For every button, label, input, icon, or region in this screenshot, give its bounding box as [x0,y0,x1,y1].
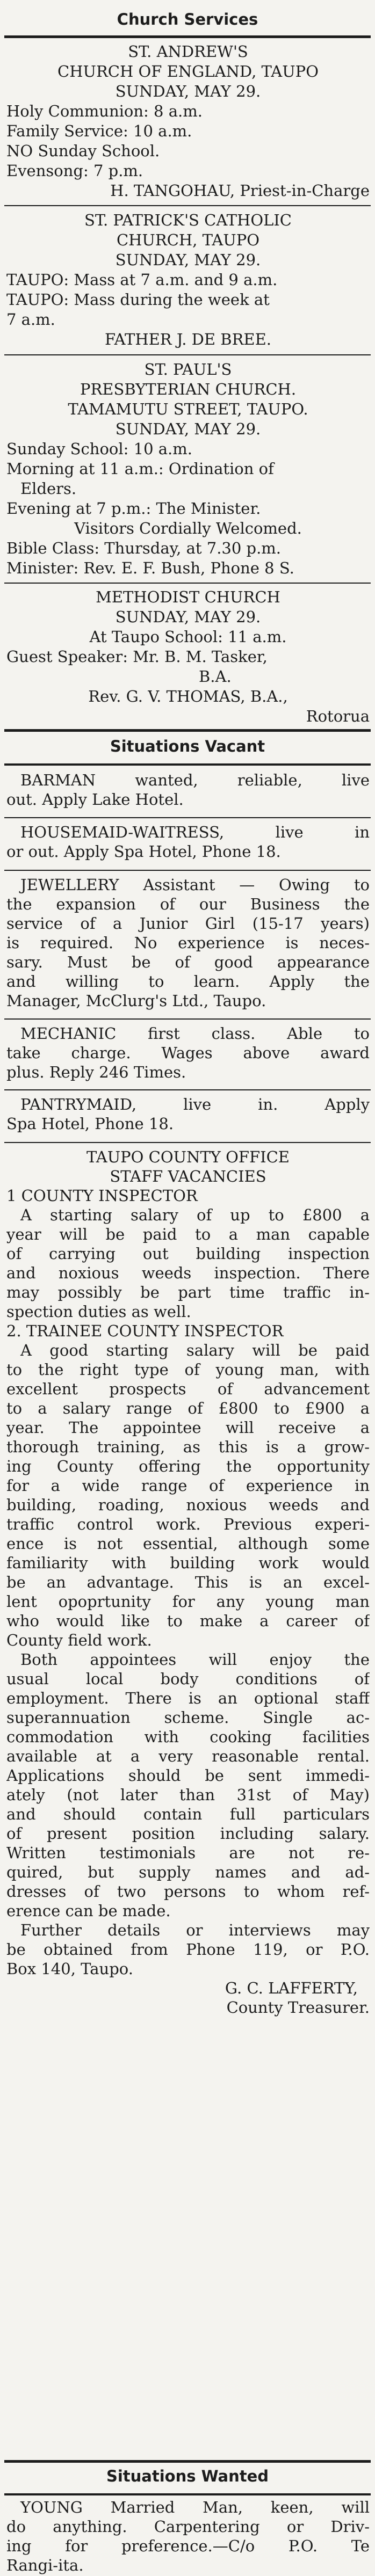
minister-name: Minister: Rev. E. F. Bush, Phone 8 S. [6,559,294,577]
ad-line: YOUNG Married Man, keen, will [20,2498,370,2516]
st-pauls-notice [6,360,370,578]
divider [4,1018,371,1020]
ad-line: ing for preference.—C/o P.O. Te [6,2537,370,2555]
divider [4,354,371,355]
ad-line: ence is not essential, although some [6,1534,370,1553]
ad-mechanic [6,1024,370,1082]
service-line: At Taupo School: 11 a.m. [89,628,287,646]
methodist-notice [6,587,370,726]
divider [4,870,371,871]
county-heading: STAFF VACANCIES [110,1167,266,1185]
minister-town: Rotorua [306,707,370,725]
signatory-name: G. C. LAFFERTY, [225,1979,358,1997]
ad-line: be obtained from Phone 119, or P.O. [6,1940,370,1959]
service-line: 7 a.m. [6,310,55,329]
service-line: B.A. [199,667,232,686]
service-line: Evening at 7 p.m.: The Minister. [6,499,261,518]
ad-line: take charge. Wages above award [6,1044,370,1062]
church-name: CHURCH, TAUPO [116,231,260,249]
ad-line: traffic control work. Previous experi- [6,1515,370,1533]
service-date: SUNDAY, MAY 29. [115,82,261,100]
ad-line: commodation with cooking facilities [6,1728,370,1746]
service-line: Guest Speaker: Mr. B. M. Tasker, [6,647,268,666]
divider [4,583,371,584]
section-rule [4,763,371,766]
divider [4,205,371,206]
minister-name: FATHER J. DE BREE. [105,330,271,348]
section-rule [4,2460,371,2463]
service-line: Evensong: 7 p.m. [6,162,143,180]
ad-line: usual local body conditions of [6,1670,370,1688]
ad-line: out. Apply Lake Hotel. [6,790,184,809]
church-name: ST. PATRICK'S CATHOLIC [84,211,292,229]
ad-line: ing County offering the opportunity [6,1457,370,1475]
ad-line: familiarity with building work would [6,1554,370,1572]
ad-line: who would like to make a career of [6,1612,370,1630]
ad-line: of present position including salary. [6,1824,370,1843]
county-heading: TAUPO COUNTY OFFICE [86,1148,290,1166]
church-name: ST. ANDREW'S [128,42,248,61]
service-line: Morning at 11 a.m.: Ordination of [6,460,274,478]
service-line: Sunday School: 10 a.m. [6,440,192,458]
vacancy-title: 2. TRAINEE COUNTY INSPECTOR [6,1322,284,1340]
ad-line: the expansion of our Business the [6,895,370,913]
service-line: Family Service: 10 a.m. [6,122,192,140]
ad-line: Spa Hotel, Phone 18. [6,1115,174,1133]
ad-line: available at a very reasonable rental. [6,1747,370,1765]
ad-line: for a wide range of experience in [6,1476,370,1495]
church-name: PRESBYTERIAN CHURCH. [80,380,297,398]
ad-line: BARMAN wanted, reliable, live [20,771,370,789]
st-patricks-notice [6,210,370,350]
ad-line: quired, but supply names and ad- [6,1863,370,1881]
ad-line: ately (not later than 31st of May) [6,1786,370,1804]
ad-line: service of a Junior Girl (15-17 years) [6,914,370,933]
ad-barman [6,770,370,809]
ad-line: may possibly be part time traffic in- [6,1283,370,1301]
ad-line: Both appointees will enjoy the [20,1650,370,1669]
ad-line: PANTRYMAID, live in. Apply [20,1095,370,1114]
ad-line: to a salary range of £800 to £900 a [6,1399,370,1417]
service-line: Visitors Cordially Welcomed. [74,519,302,537]
minister-name: Rev. G. V. THOMAS, B.A., [88,687,288,705]
ad-line: County field work. [6,1631,152,1649]
ad-line: MECHANIC first class. Able to [20,1024,370,1043]
section-rule [4,729,371,732]
service-line: Elders. [20,479,77,498]
ad-line: do anything. Carpentering or Driv- [6,2517,370,2536]
vacancy-title: 1 COUNTY INSPECTOR [6,1187,198,1205]
ad-jewellery-assistant [6,875,370,1010]
church-services-header: Church Services [117,10,258,28]
st-andrews-notice [6,42,370,201]
service-line: Bible Class: Thursday, at 7.30 p.m. [6,539,282,557]
ad-line: erence can be made. [6,1902,171,1920]
minister-name: H. TANGOHAU, Priest-in-Charge [110,181,370,200]
service-line: TAUPO: Mass at 7 a.m. and 9 a.m. [6,271,278,289]
situations-wanted-header: Situations Wanted [106,2467,269,2485]
ad-line: of carrying out building inspection [6,1245,370,1263]
service-line: NO Sunday School. [6,142,160,160]
divider [4,1142,371,1143]
section-rule [4,35,371,38]
service-date: SUNDAY, MAY 29. [115,608,261,626]
situations-vacant-header: Situations Vacant [110,737,265,755]
ad-line: Applications should be sent immedi- [6,1766,370,1785]
ad-line: year will be paid to a man capable [6,1225,370,1243]
ad-line: superannuation scheme. Single ac- [6,1708,370,1727]
ad-line: Written testimonials are not re- [6,1844,370,1862]
church-address: TAMAMUTU STREET, TAUPO. [68,400,308,418]
ad-line: lent opoprtunity for any young man [6,1592,370,1611]
ad-line: spection duties as well. [6,1302,191,1321]
ad-young-married-man [6,2498,370,2575]
ad-housemaid-waitress [6,823,370,861]
ad-line: HOUSEMAID-WAITRESS, live in [20,823,370,841]
ad-line: excellent prospects of advancement [6,1380,370,1398]
signatory-title: County Treasurer. [226,1998,370,2017]
ad-line: Further details or interviews may [20,1921,370,1939]
ad-line: to the right type of young man, with [6,1360,370,1379]
ad-line: Rangi-ita. [6,2556,84,2574]
ad-line: employment. There is an optional staff [6,1689,370,1707]
service-line: Holy Communion: 8 a.m. [6,102,203,120]
service-line: TAUPO: Mass during the week at [6,290,270,309]
ad-line: and noxious weeds inspection. There [6,1264,370,1282]
ad-line: sary. Must be of good appearance [6,953,370,971]
church-name: CHURCH OF ENGLAND, TAUPO [57,62,319,81]
ad-line: plus. Reply 246 Times. [6,1063,186,1081]
ad-line: dresses of two persons to whom ref- [6,1882,370,1901]
service-date: SUNDAY, MAY 29. [115,420,261,438]
church-name: METHODIST CHURCH [96,588,280,606]
ad-line: and willing to learn. Apply the [6,972,370,991]
ad-line: or out. Apply Spa Hotel, Phone 18. [6,842,281,861]
ad-line: thorough training, as this is a grow- [6,1438,370,1456]
ad-line: year. The appointee will receive a [6,1418,370,1437]
ad-line: JEWELLERY Assistant — Owing to [20,876,370,894]
ad-county-vacancies [6,1147,370,2017]
service-date: SUNDAY, MAY 29. [115,251,261,269]
ad-line: A starting salary of up to £800 a [20,1206,370,1224]
church-name: ST. PAUL'S [144,360,232,379]
divider [4,817,371,818]
ad-line: be an advantage. This is an excel- [6,1573,370,1591]
ad-line: Box 140, Taupo. [6,1960,133,1978]
ad-line: A good starting salary will be paid [20,1341,370,1359]
ad-line: Manager, McClurg's Ltd., Taupo. [6,992,266,1010]
ad-pantrymaid [6,1095,370,1133]
divider [4,1089,371,1090]
ad-line: is required. No experience is neces- [6,934,370,952]
ad-line: building, roading, noxious weeds and [6,1496,370,1514]
ad-line: and should contain full particulars [6,1805,370,1823]
section-rule [4,2493,371,2495]
